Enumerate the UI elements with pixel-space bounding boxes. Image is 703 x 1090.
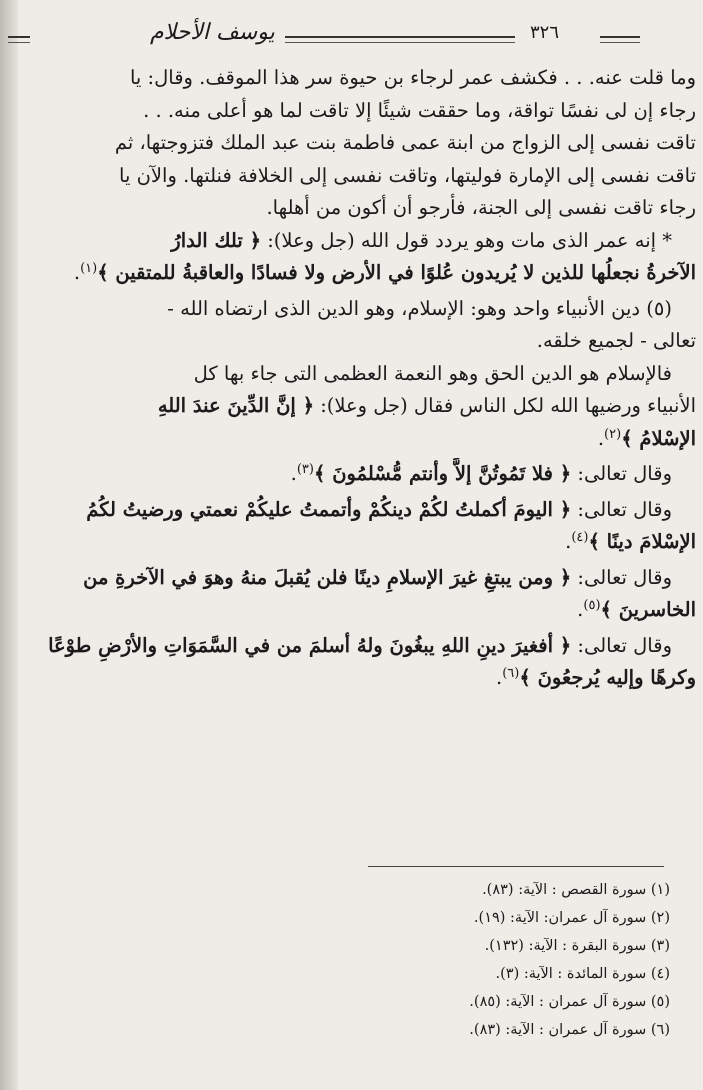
book-title: يوسف الأحلام bbox=[150, 20, 275, 45]
text-line bbox=[8, 458, 696, 494]
quran-verse: الخاسرينَ ﴾ bbox=[600, 598, 696, 621]
footnote-separator bbox=[368, 866, 664, 867]
text-run: . bbox=[73, 261, 81, 284]
text-line: وما قلت عنه. . . فكشف عمر لرجاء بن حيوة سر هذا الموقف. وقال: يا bbox=[129, 66, 696, 89]
text-run: وقال تعالى: bbox=[571, 633, 672, 657]
header-rule-right bbox=[600, 36, 640, 38]
text-run: الأنبياء ورضيها الله لكل الناس فقال (جل وعلا): bbox=[314, 394, 696, 417]
quran-verse: ﴿ أفغيرَ دينِ اللهِ يبغُونَ ولهُ أسلمَ من في السَّمَوَاتِ والأرْضِ طوْعًا bbox=[48, 633, 572, 657]
footnote-item: (٣) سورة البقرة : الآية: (١٣٢). bbox=[484, 938, 670, 954]
text-line bbox=[8, 257, 696, 293]
footnote-ref: (٤) bbox=[571, 530, 589, 545]
page-number: ٣٢٦ bbox=[530, 22, 560, 43]
footnote-item: (٥) سورة آل عمران : الآية: (٨٥). bbox=[469, 994, 670, 1010]
footnote-item: (٤) سورة المائدة : الآية: (٣). bbox=[495, 966, 670, 982]
header-rule-left bbox=[8, 36, 30, 38]
text-run: . bbox=[496, 666, 503, 689]
text-line bbox=[8, 562, 696, 595]
text-line: فالإسلام هو الدين الحق وهو النعمة العظمى التى جاء بها كل bbox=[193, 361, 672, 385]
footnotes bbox=[469, 876, 670, 1044]
quran-verse: ﴿ اليومَ أكملتُ لكُمْ دينكُمْ وأتممتُ عليكُمْ نعمتي ورضيتُ لكُمُ bbox=[86, 497, 572, 521]
text-line bbox=[8, 390, 696, 423]
text-run: وقال تعالى: bbox=[571, 565, 672, 589]
footnote-ref: (٥) bbox=[583, 598, 601, 613]
text-run: . bbox=[290, 462, 297, 485]
text-line bbox=[8, 494, 696, 527]
text-line bbox=[8, 423, 696, 459]
text-run: وقال تعالى: bbox=[571, 497, 672, 521]
header-rule-middle bbox=[285, 36, 515, 38]
quran-verse: الإسْلامَ دينًا ﴾ bbox=[588, 530, 696, 553]
quran-verse: ﴿ تلك الدارُ bbox=[171, 228, 262, 252]
text-run: * إنه عمر الذى مات وهو يردد قول الله (جل وعلا): bbox=[261, 228, 672, 252]
text-run: . bbox=[577, 598, 584, 621]
quran-verse: الآخرةُ نجعلُها للذين لا يُريدون عُلوًا في الأرض ولا فسادًا والعاقبةُ للمتقين ﴾ bbox=[97, 261, 696, 284]
footnote-ref: (١) bbox=[80, 261, 98, 276]
text-line bbox=[8, 594, 696, 630]
text-line: تعالى - لجميع خلقه. bbox=[536, 329, 696, 352]
text-run: . bbox=[565, 530, 572, 553]
header-rule-left-2 bbox=[8, 42, 30, 43]
text-line bbox=[8, 630, 696, 663]
quran-verse: ﴿ ومن يبتغِ غيرَ الإسلامِ دينًا فلن يُقبلَ منهُ وهوَ في الآخرةِ من bbox=[83, 565, 572, 589]
quran-verse: وكرهًا وإليه يُرجعُونَ ﴾ bbox=[519, 666, 696, 689]
quran-verse: ﴿ إنَّ الدِّينَ عندَ اللهِ bbox=[157, 394, 315, 417]
text-line: رجاء إن لى نفسًا تواقة، وما حققت شيئًا إلا تاقت لما هو أعلى منه. . . bbox=[143, 98, 696, 122]
footnote-ref: (٢) bbox=[604, 426, 622, 442]
running-header bbox=[0, 22, 703, 52]
header-rule-right-2 bbox=[600, 42, 640, 43]
text-line: رجاء تاقت نفسى إلى الجنة، فأرجو أن أكون من أهلها. bbox=[266, 196, 696, 219]
text-line bbox=[8, 662, 696, 698]
footnote-ref: (٣) bbox=[296, 462, 314, 477]
text-run: وقال تعالى: bbox=[571, 462, 672, 485]
text-run: . bbox=[597, 426, 605, 450]
text-line bbox=[8, 526, 696, 562]
footnote-ref: (٦) bbox=[502, 666, 520, 681]
header-rule-middle-2 bbox=[285, 42, 515, 43]
main-text bbox=[8, 62, 696, 698]
text-line bbox=[8, 225, 696, 258]
text-line: تاقت نفسى إلى الزواج من ابنة عمى فاطمة بنت عبد الملك فتزوجتها، ثم bbox=[114, 131, 696, 154]
text-line: (٥) دين الأنبياء واحد وهو: الإسلام، وهو الدين الذى ارتضاه الله - bbox=[167, 296, 672, 320]
text-line: تاقت نفسى إلى الإمارة فوليتها، وتاقت نفسى إلى الخلافة فنلتها. والآن يا bbox=[119, 163, 696, 187]
footnote-item: (١) سورة القصص : الآية: (٨٣). bbox=[482, 882, 670, 898]
quran-verse: ﴿ فلا تَمُوتُنَّ إلاَّ وأنتم مُّسْلمُونَ ﴾ bbox=[313, 462, 572, 485]
quran-verse: الإسْلامُ ﴾ bbox=[621, 426, 696, 450]
footnote-item: (٦) سورة آل عمران : الآية: (٨٣). bbox=[469, 1022, 670, 1038]
footnote-item: (٢) سورة آل عمران: الآية: (١٩). bbox=[473, 910, 670, 926]
